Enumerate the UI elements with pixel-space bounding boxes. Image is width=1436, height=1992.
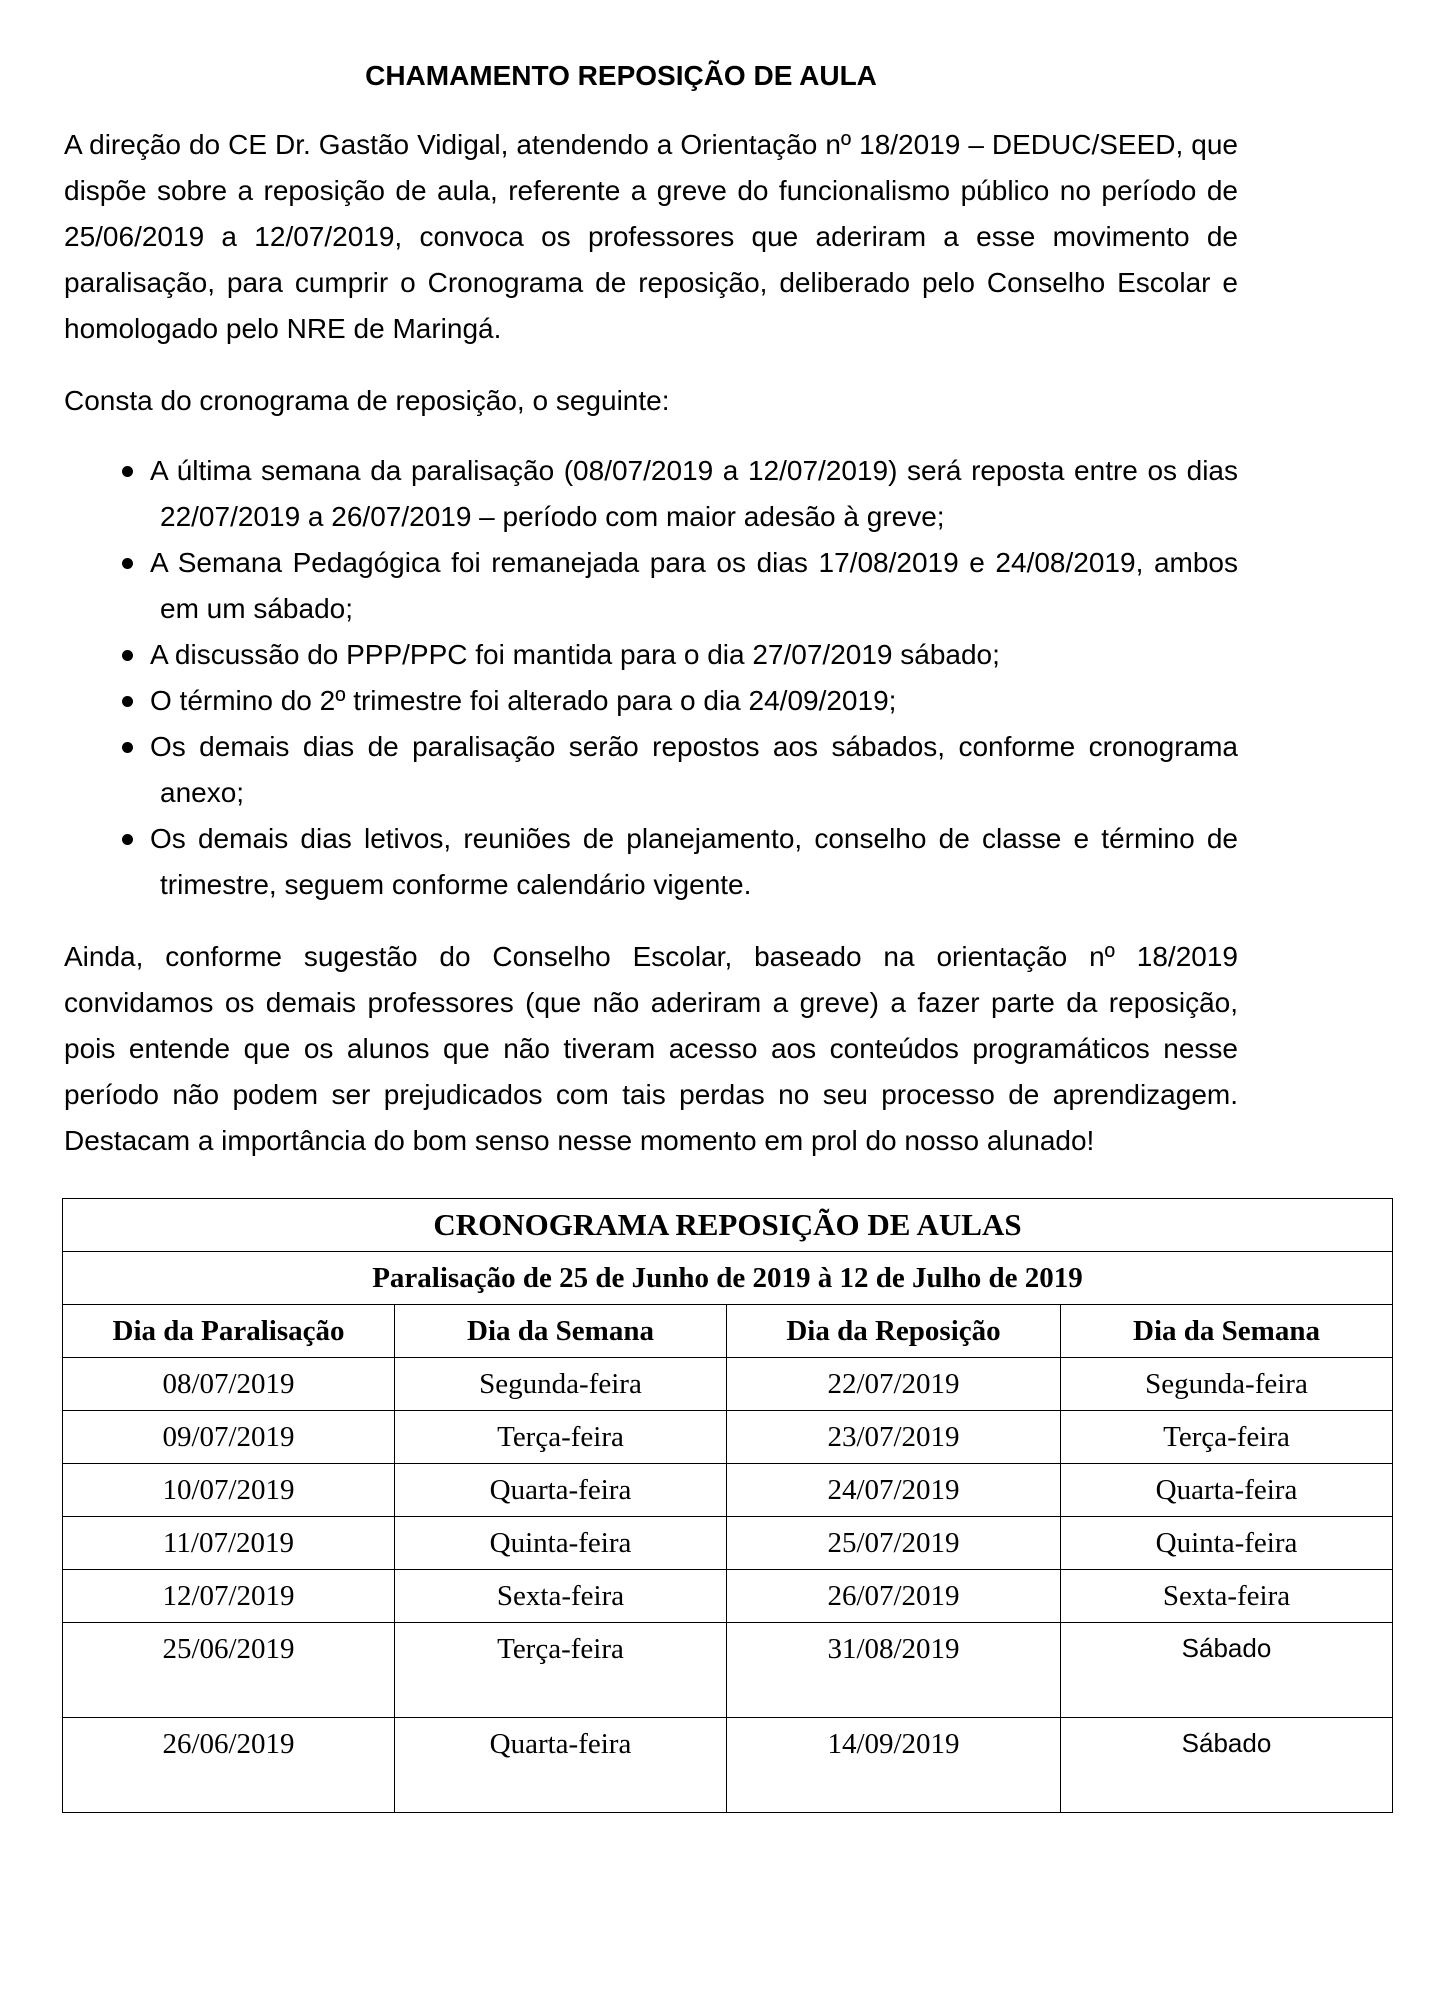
strike-day-cell: 11/07/2019 [63, 1517, 395, 1570]
bullet-list [64, 448, 1238, 908]
table-subtitle: Paralisação de 25 de Junho de 2019 à 12 de Julho de 2019 [63, 1252, 1393, 1305]
strike-weekday-cell: Quarta-feira [395, 1718, 727, 1813]
bullet-icon [122, 742, 133, 753]
strike-weekday-cell: Terça-feira [395, 1623, 727, 1718]
closing-paragraph: Ainda, conforme sugestão do Conselho Escolar, baseado na orientação nº 18/2019 convidamos os demais professores (que não aderiram a greve) a fazer parte da reposição, pois entende que os alunos que não tiveram acesso aos conteúdos programáticos nesse período não podem ser prejudicados com tais perdas no seu processo de aprendizagem. Destacam a importância do bom senso nesse momento em prol do nosso alunado! [64, 941, 1238, 1156]
table-row [63, 1570, 1393, 1623]
strike-weekday-cell: Quarta-feira [395, 1464, 727, 1517]
table-subtitle-row [63, 1252, 1393, 1305]
bullet-icon [122, 466, 133, 477]
bullet-item: Os demais dias letivos, reuniões de planejamento, conselho de classe e término de trimestre, seguem conforme calendário vigente. [64, 816, 1238, 908]
header-strike-weekday: Dia da Semana [395, 1305, 727, 1358]
makeup-day-cell: 26/07/2019 [727, 1570, 1061, 1623]
bullet-item: A discussão do PPP/PPC foi mantida para o dia 27/07/2019 sábado; [64, 632, 1238, 678]
strike-day-cell: 10/07/2019 [63, 1464, 395, 1517]
makeup-day-cell: 14/09/2019 [727, 1718, 1061, 1813]
makeup-day-cell: 24/07/2019 [727, 1464, 1061, 1517]
strike-weekday-cell: Sexta-feira [395, 1570, 727, 1623]
table-row [63, 1411, 1393, 1464]
strike-day-cell: 09/07/2019 [63, 1411, 395, 1464]
strike-day-cell: 08/07/2019 [63, 1358, 395, 1411]
strike-weekday-cell: Quinta-feira [395, 1517, 727, 1570]
table-row [63, 1517, 1393, 1570]
strike-weekday-cell: Segunda-feira [395, 1358, 727, 1411]
table-row [63, 1623, 1393, 1718]
makeup-weekday-cell: Quarta-feira [1061, 1464, 1393, 1517]
schedule-table [62, 1198, 1393, 1813]
bullet-icon [122, 834, 133, 845]
strike-weekday-cell: Terça-feira [395, 1411, 727, 1464]
strike-day-cell: 12/07/2019 [63, 1570, 395, 1623]
table-row [63, 1358, 1393, 1411]
makeup-weekday-cell: Terça-feira [1061, 1411, 1393, 1464]
document-page [64, 60, 1320, 1813]
strike-day-cell: 26/06/2019 [63, 1718, 395, 1813]
table-header-row [63, 1305, 1393, 1358]
strike-day-cell: 25/06/2019 [63, 1623, 395, 1718]
header-makeup-day: Dia da Reposição [727, 1305, 1061, 1358]
bullet-icon [122, 696, 133, 707]
schedule-intro-paragraph: Consta do cronograma de reposição, o seguinte: [64, 385, 670, 416]
table-row [63, 1718, 1393, 1813]
header-makeup-weekday: Dia da Semana [1061, 1305, 1393, 1358]
bullet-icon [122, 558, 133, 569]
bullet-item: Os demais dias de paralisação serão repostos aos sábados, conforme cronograma anexo; [64, 724, 1238, 816]
intro-paragraph: A direção do CE Dr. Gastão Vidigal, atendendo a Orientação nº 18/2019 – DEDUC/SEED, que dispõe sobre a reposição de aula, referente a greve do funcionalismo público no período de 25/06/2019 a 12/07/2019, convoca os professores que aderiram a esse movimento de paralisação, para cumprir o Cronograma de reposição, deliberado pelo Conselho Escolar e homologado pelo NRE de Maringá. [64, 129, 1238, 344]
makeup-day-cell: 22/07/2019 [727, 1358, 1061, 1411]
table-row [63, 1464, 1393, 1517]
header-strike-day: Dia da Paralisação [63, 1305, 395, 1358]
document-title: CHAMAMENTO REPOSIÇÃO DE AULA [365, 60, 877, 91]
table-title-row [63, 1199, 1393, 1252]
makeup-day-cell: 23/07/2019 [727, 1411, 1061, 1464]
makeup-weekday-cell: Quinta-feira [1061, 1517, 1393, 1570]
bullet-item: O término do 2º trimestre foi alterado para o dia 24/09/2019; [64, 678, 1238, 724]
bullet-icon [122, 650, 133, 661]
makeup-weekday-cell: Sábado [1061, 1718, 1393, 1813]
makeup-day-cell: 25/07/2019 [727, 1517, 1061, 1570]
makeup-weekday-cell: Sexta-feira [1061, 1570, 1393, 1623]
bullet-item: A Semana Pedagógica foi remanejada para os dias 17/08/2019 e 24/08/2019, ambos em um sábado; [64, 540, 1238, 632]
table-title: CRONOGRAMA REPOSIÇÃO DE AULAS [63, 1199, 1393, 1252]
makeup-day-cell: 31/08/2019 [727, 1623, 1061, 1718]
makeup-weekday-cell: Segunda-feira [1061, 1358, 1393, 1411]
makeup-weekday-cell: Sábado [1061, 1623, 1393, 1718]
bullet-item: A última semana da paralisação (08/07/2019 a 12/07/2019) será reposta entre os dias 22/07/2019 a 26/07/2019 – período com maior adesão à greve; [64, 448, 1238, 540]
